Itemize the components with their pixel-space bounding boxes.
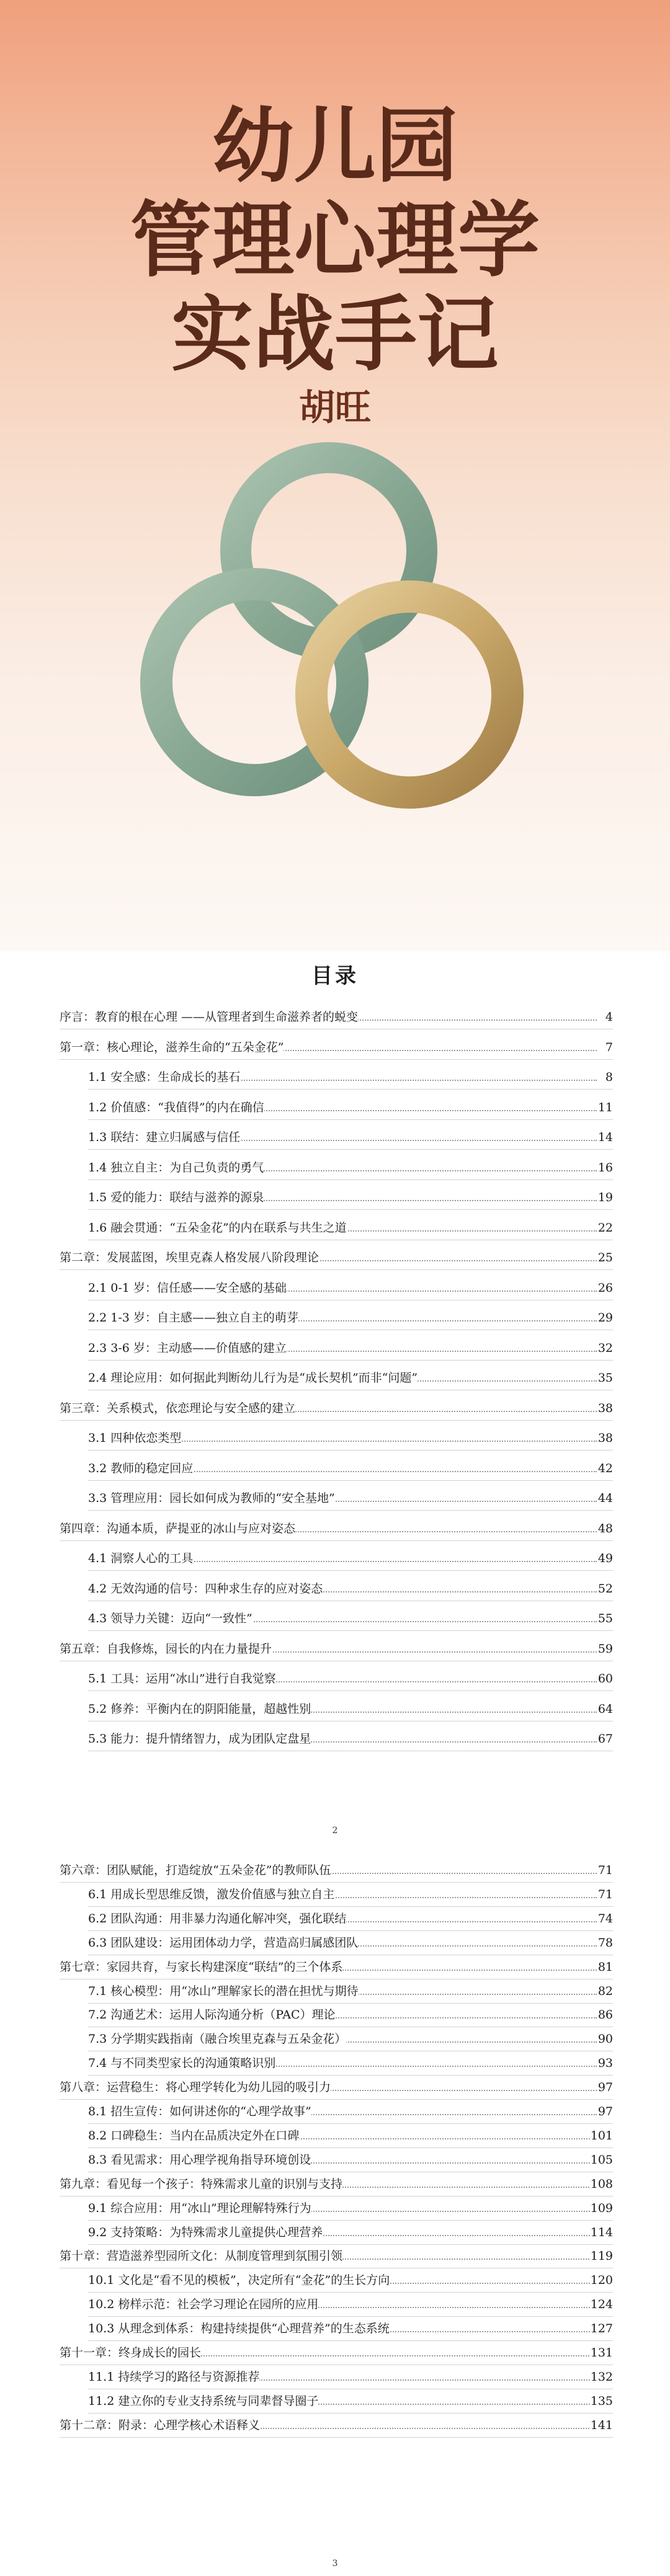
cover-title-line-2: 管理心理学 bbox=[130, 193, 540, 288]
toc-entry-title: 1.5 爱的能力：联结与滋养的源泉 bbox=[88, 1191, 264, 1204]
toc-entry-title: 第五章：自我修炼，园长的内在力量提升 bbox=[60, 1641, 272, 1656]
page-number-1: 2 bbox=[332, 1826, 338, 1836]
toc-entry-page: 114 bbox=[590, 2225, 613, 2239]
toc-entry-title: 第三章：关系模式，依恋理论与安全感的建立 bbox=[60, 1401, 296, 1415]
toc-entry-title: 8.2 口碑稳生：当内在品质决定外在口碑 bbox=[88, 2128, 300, 2143]
toc-entry[interactable] bbox=[0, 1955, 670, 1979]
toc-entry-page: 29 bbox=[597, 1311, 613, 1325]
toc-entry-title: 第九章：看见每一个孩子：特殊需求儿童的识别与支持 bbox=[60, 2177, 343, 2191]
toc-entry-page: 67 bbox=[597, 1732, 613, 1746]
toc-entry[interactable] bbox=[0, 2268, 670, 2293]
toc-entry-title: 第二章：发展蓝图，埃里克森人格发展八阶段理论 bbox=[60, 1251, 319, 1264]
toc-entry-page: 35 bbox=[597, 1371, 613, 1385]
toc-entry-title: 1.4 独立自主：为自己负责的勇气 bbox=[88, 1160, 264, 1175]
toc-entry-page: 132 bbox=[590, 2369, 613, 2384]
toc-row-divider bbox=[88, 1149, 613, 1150]
toc-row-divider bbox=[88, 1480, 613, 1481]
toc-entry-title: 5.2 修养：平衡内在的阴阳能量，超越性别 bbox=[88, 1702, 311, 1716]
toc-entry[interactable] bbox=[0, 1486, 670, 1511]
toc-entry-title: 3.3 管理应用：园长如何成为教师的“安全基地” bbox=[88, 1491, 335, 1505]
toc-entry-title: 9.1 综合应用：用“冰山”理论理解特殊行为 bbox=[88, 2201, 311, 2215]
toc-entry[interactable] bbox=[0, 1546, 670, 1571]
toc-entry-title: 2.2 1-3 岁：自主感——独立自主的萌芽 bbox=[88, 1311, 298, 1325]
toc-entry-page: 59 bbox=[597, 1641, 613, 1656]
toc-entry-title: 2.4 理论应用：如何据此判断幼儿行为是“成长契机”而非“问题” bbox=[88, 1371, 418, 1385]
toc-entry-page: 82 bbox=[597, 1984, 613, 1998]
toc-entry-title: 第十章：营造滋养型园所文化：从制度管理到氛围引领 bbox=[60, 2249, 343, 2263]
toc-entry-title: 6.3 团队建设：运用团体动力学，营造高归属感团队 bbox=[88, 1935, 359, 1950]
toc-entry[interactable] bbox=[0, 1906, 670, 1931]
toc-entry-title: 4.2 无效沟通的信号：四种求生存的应对姿态 bbox=[88, 1581, 323, 1596]
toc-entry[interactable] bbox=[0, 1396, 670, 1421]
interlocking-rings-logo bbox=[99, 434, 571, 843]
toc-entry-page: 55 bbox=[597, 1612, 613, 1625]
toc-entry[interactable] bbox=[0, 2365, 670, 2389]
toc-entry-page: 97 bbox=[597, 2105, 613, 2118]
toc-row-divider bbox=[60, 1420, 613, 1421]
toc-entry-page: 38 bbox=[597, 1401, 613, 1415]
toc-entry-page: 71 bbox=[597, 1887, 613, 1901]
toc-entry-title: 7.2 沟通艺术：运用人际沟通分析（PAC）理论 bbox=[88, 2008, 336, 2022]
toc-entry-title: 2.3 3-6 岁：主动感——价值感的建立 bbox=[88, 1341, 287, 1355]
toc-row-divider bbox=[88, 1630, 613, 1631]
toc-entry-page: 48 bbox=[597, 1521, 613, 1535]
toc-row-divider bbox=[60, 1059, 613, 1060]
toc-entry-title: 1.3 联结：建立归属感与信任 bbox=[88, 1130, 241, 1144]
toc-entry[interactable] bbox=[0, 2075, 670, 2100]
toc-entry[interactable] bbox=[0, 1606, 670, 1631]
toc-entry-title: 2.1 0-1 岁：信任感——安全感的基础 bbox=[88, 1281, 287, 1295]
toc-row-divider bbox=[88, 1119, 613, 1120]
toc-entry-page: 71 bbox=[597, 1863, 613, 1877]
toc-entry-page: 135 bbox=[590, 2394, 613, 2408]
toc-entry[interactable] bbox=[0, 1185, 670, 1210]
toc-entry-page: 11 bbox=[597, 1100, 613, 1114]
toc-row-divider bbox=[88, 1510, 613, 1511]
toc-entry[interactable] bbox=[0, 1726, 670, 1751]
toc-entry-page: 131 bbox=[590, 2346, 613, 2360]
toc-entry-page: 127 bbox=[590, 2322, 613, 2336]
toc-entry-title: 7.3 分学期实践指南（融合埃里克森与五朵金花） bbox=[88, 2032, 347, 2046]
toc-row-divider bbox=[88, 1209, 613, 1210]
toc-entry-page: 32 bbox=[597, 1341, 613, 1355]
toc-entry[interactable] bbox=[0, 1125, 670, 1150]
toc-entry-title: 3.2 教师的稳定回应 bbox=[88, 1461, 194, 1475]
toc-entry-title: 10.3 从理念到体系：构建持续提供“心理营养”的生态系统 bbox=[88, 2322, 390, 2336]
toc-entry-page: 120 bbox=[590, 2273, 613, 2288]
toc-entry-title: 第四章：沟通本质，萨提亚的冰山与应对姿态 bbox=[60, 1521, 296, 1535]
toc-entry[interactable] bbox=[0, 1155, 670, 1180]
toc-entry-title: 11.2 建立你的专业支持系统与同辈督导圈子 bbox=[88, 2394, 319, 2408]
toc-entry-page: 60 bbox=[597, 1672, 613, 1686]
toc-entry-title: 8.3 看见需求：用心理学视角指导环境创设 bbox=[88, 2152, 311, 2167]
toc-row-divider bbox=[60, 2437, 613, 2438]
toc-entry[interactable] bbox=[0, 2340, 670, 2365]
toc-entry-page: 38 bbox=[597, 1431, 613, 1445]
cover-author: 胡旺 bbox=[298, 386, 371, 429]
toc-entry-title: 5.1 工具：运用“冰山”进行自我觉察 bbox=[88, 1672, 276, 1686]
toc-entry-title: 6.2 团队沟通：用非暴力沟通化解冲突，强化联结 bbox=[88, 1911, 347, 1925]
toc-entry[interactable] bbox=[0, 1305, 670, 1330]
toc-entry-title: 第十二章：附录：心理学核心术语释义 bbox=[60, 2418, 261, 2432]
toc-entry[interactable] bbox=[0, 1697, 670, 1721]
toc-row-divider bbox=[60, 1540, 613, 1541]
toc-entry-page: 7 bbox=[605, 1040, 613, 1054]
toc-entry[interactable] bbox=[0, 1426, 670, 1450]
toc-entry[interactable] bbox=[0, 2292, 670, 2317]
toc-entry[interactable] bbox=[0, 1005, 670, 1029]
toc-entry-page: 119 bbox=[590, 2249, 613, 2263]
toc-entry[interactable] bbox=[0, 1366, 670, 1390]
toc-entry[interactable] bbox=[0, 2196, 670, 2221]
toc-entry[interactable] bbox=[0, 1666, 670, 1691]
toc-entry-title: 5.3 能力：提升情绪智力，成为团队定盘星 bbox=[88, 1732, 311, 1746]
toc-entry-page: 97 bbox=[597, 2081, 613, 2095]
toc-entry-title: 7.1 核心模型：用“冰山”理解家长的潜在担忧与期待 bbox=[88, 1984, 359, 1998]
toc-entry[interactable] bbox=[0, 2099, 670, 2124]
cover-title-line-1: 幼儿园 bbox=[212, 99, 458, 194]
toc-entry[interactable] bbox=[0, 1456, 670, 1481]
toc-entry-title: 4.1 洞察人心的工具 bbox=[88, 1552, 194, 1565]
toc-row-divider bbox=[88, 1179, 613, 1180]
toc-entry[interactable] bbox=[0, 2027, 670, 2051]
toc-entry[interactable] bbox=[0, 1095, 670, 1120]
toc-entry-title: 6.1 用成长型思维反馈，激发价值感与独立自主 bbox=[88, 1887, 335, 1901]
toc-entry-page: 109 bbox=[590, 2201, 613, 2215]
toc-entry[interactable] bbox=[0, 2123, 670, 2148]
toc-entry[interactable] bbox=[0, 2147, 670, 2172]
toc-row-divider bbox=[88, 1089, 613, 1090]
toc-entry[interactable] bbox=[0, 2051, 670, 2076]
toc-entry-page: 4 bbox=[605, 1010, 613, 1024]
toc-entry-page: 124 bbox=[590, 2298, 613, 2312]
toc-entry-page: 26 bbox=[597, 1281, 613, 1295]
toc-entry-title: 9.2 支持策略：为特殊需求儿童提供心理营养 bbox=[88, 2225, 323, 2239]
toc-entry[interactable] bbox=[0, 1245, 670, 1270]
toc-entry-page: 49 bbox=[597, 1552, 613, 1565]
toc-entry-title: 第八章：运营稳生：将心理学转化为幼儿园的吸引力 bbox=[60, 2081, 331, 2095]
toc-row-divider bbox=[88, 1690, 613, 1691]
toc-entry-page: 93 bbox=[597, 2056, 613, 2071]
toc-entry[interactable] bbox=[0, 1930, 670, 1955]
toc-entry-page: 101 bbox=[590, 2128, 613, 2143]
toc-entry[interactable] bbox=[0, 1858, 670, 1883]
page-number-2: 3 bbox=[332, 2559, 338, 2569]
toc-entry-title: 10.1 文化是“看不见的模板”，决定所有“金花”的生长方向 bbox=[88, 2273, 390, 2288]
book-cover bbox=[0, 0, 670, 951]
toc-entry-page: 52 bbox=[597, 1581, 613, 1596]
toc-entry-title: 8.1 招生宣传：如何讲述你的“心理学故事” bbox=[88, 2105, 311, 2118]
toc-entry-title: 第十一章：终身成长的园长 bbox=[60, 2346, 202, 2360]
toc-entry[interactable] bbox=[0, 1882, 670, 1907]
toc-entry-title: 7.4 与不同类型家长的沟通策略识别 bbox=[88, 2056, 276, 2071]
toc-entry-title: 序言：教育的根在心理 ——从管理者到生命滋养者的蜕变 bbox=[60, 1010, 359, 1024]
toc-row-divider bbox=[60, 1269, 613, 1270]
toc-entry-page: 81 bbox=[597, 1960, 613, 1974]
toc-entry[interactable] bbox=[0, 2002, 670, 2027]
toc-entry[interactable] bbox=[0, 2389, 670, 2414]
toc-entry-page: 105 bbox=[590, 2152, 613, 2167]
toc-entry[interactable] bbox=[0, 1979, 670, 2004]
toc-entry-page: 86 bbox=[597, 2008, 613, 2022]
toc-entry-page: 42 bbox=[597, 1461, 613, 1475]
toc-entry-page: 8 bbox=[605, 1070, 613, 1084]
toc-entry-title: 1.6 融会贯通：“五朵金花”的内在联系与共生之道 bbox=[88, 1220, 347, 1235]
toc-entry-page: 90 bbox=[597, 2032, 613, 2046]
toc-row-divider bbox=[88, 1360, 613, 1361]
toc-entry[interactable] bbox=[0, 2172, 670, 2196]
toc-entry-page: 64 bbox=[597, 1702, 613, 1716]
toc-heading: 目录 bbox=[311, 964, 359, 988]
toc-entry-page: 74 bbox=[597, 1911, 613, 1925]
toc-entry[interactable] bbox=[0, 1065, 670, 1090]
toc-entry[interactable] bbox=[0, 1215, 670, 1240]
toc-entry-title: 11.1 持续学习的路径与资源推荐 bbox=[88, 2369, 260, 2384]
toc-entry[interactable] bbox=[0, 1516, 670, 1541]
cover-title-line-3: 实战手记 bbox=[171, 287, 499, 383]
toc-entry[interactable] bbox=[0, 1576, 670, 1601]
toc-entry-page: 25 bbox=[597, 1251, 613, 1264]
toc-entry-title: 4.3 领导力关键：迈向“一致性” bbox=[88, 1612, 252, 1625]
toc-row-divider bbox=[88, 1570, 613, 1571]
toc-entry-title: 3.1 四种依恋类型 bbox=[88, 1431, 182, 1445]
toc-entry-page: 44 bbox=[597, 1491, 613, 1505]
toc-entry[interactable] bbox=[0, 2413, 670, 2438]
toc-entry[interactable] bbox=[0, 1276, 670, 1300]
toc-entry-title: 1.1 安全感：生命成长的基石 bbox=[88, 1070, 241, 1084]
toc-entry-page: 14 bbox=[597, 1130, 613, 1144]
toc-entry-title: 第一章：核心理论，滋养生命的“五朵金花” bbox=[60, 1040, 284, 1054]
toc-entry-title: 1.2 价值感：“我值得”的内在确信 bbox=[88, 1100, 264, 1114]
toc-entry[interactable] bbox=[0, 2244, 670, 2268]
toc-entry[interactable] bbox=[0, 2316, 670, 2341]
toc-entry-page: 16 bbox=[597, 1160, 613, 1175]
toc-entry[interactable] bbox=[0, 1336, 670, 1361]
toc-entry-page: 141 bbox=[590, 2418, 613, 2432]
toc-entry-title: 10.2 榜样示范：社会学习理论在园所的应用 bbox=[88, 2298, 319, 2312]
toc-entry[interactable] bbox=[0, 1637, 670, 1661]
toc-entry[interactable] bbox=[0, 2220, 670, 2245]
toc-entry-page: 19 bbox=[597, 1191, 613, 1204]
toc-entry[interactable] bbox=[0, 1035, 670, 1060]
toc-entry-title: 第七章：家园共育，与家长构建深度“联结”的三个体系 bbox=[60, 1960, 343, 1974]
toc-entry-page: 108 bbox=[590, 2177, 613, 2191]
toc-entry-page: 78 bbox=[597, 1935, 613, 1950]
toc-entry-page: 22 bbox=[597, 1220, 613, 1235]
toc-entry-title: 第六章：团队赋能，打造绽放“五朵金花”的教师队伍 bbox=[60, 1863, 331, 1877]
